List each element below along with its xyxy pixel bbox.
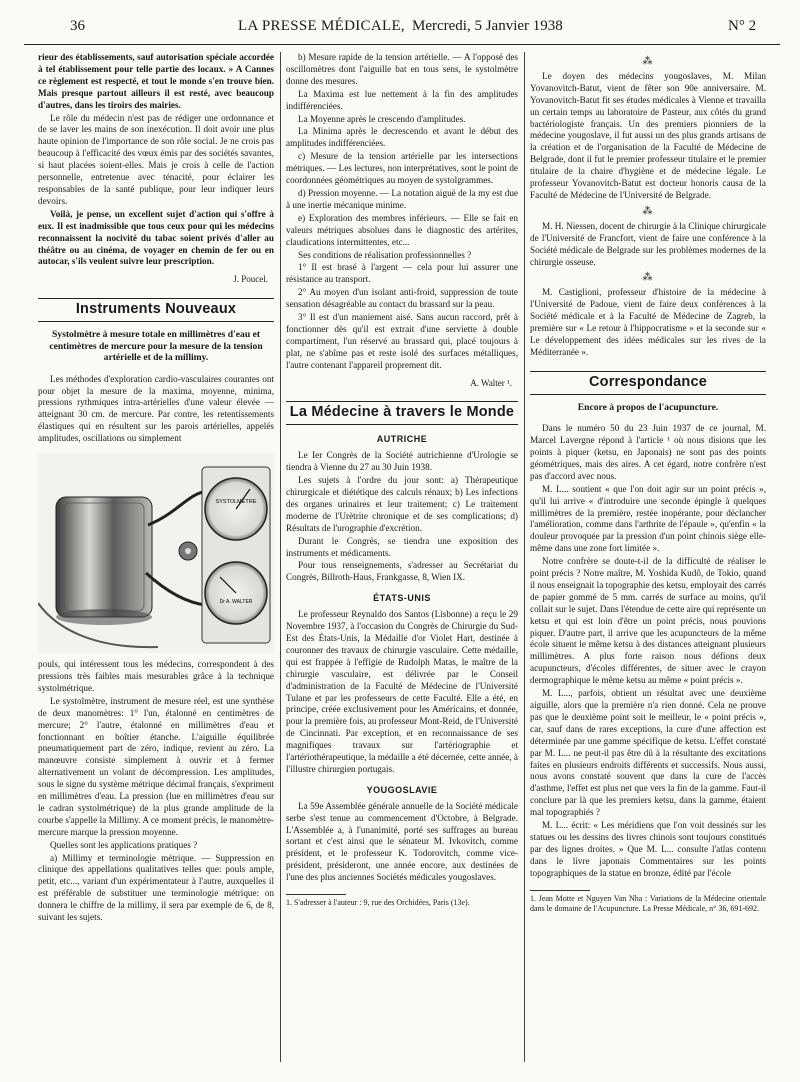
section-title: Correspondance (530, 371, 766, 395)
paragraph: 3° Il est d'un maniement aisé. Sans aucun raccord, prêt à fonctionner dès qu'il est extrait d'une serviette à double compartiment, l'un réservé au brassard qui, placé toujours à plat, ne s'abîme pas et reste isolé des surfaces métalliques, l'autre contenant l'appareil proprement dit. (286, 312, 518, 370)
author-signature: J. Poucel. (233, 274, 268, 285)
author-signature: A. Walter ¹. (470, 377, 512, 388)
article-title: Encore à propos de l'acupuncture. (577, 401, 719, 413)
footnote: 1. S'adresser à l'auteur : 9, rue des Orchidées, Paris (13e). (286, 898, 470, 908)
paragraph: rieur des établissements, sauf autorisation spéciale accordée à tel établissement pour telle partie des locaux. » A Cannes ce règlement est respecté, et tout le monde s'en trouve bien. Mais presque partout ailleurs il est resté, avec beaucoup d'autres, dans les tiroirs des mairies. (38, 52, 274, 110)
paragraph: Le systolmètre, instrument de mesure réel, est une synthèse de deux manomètres: 1° l'un, étalonné en centimètres de mercure; 2° l'autre, étalonné en millimètres d'eau et fonctionnant en boîtier étanche. L'aiguille équilibrée pneumatiquement part de zéro, indique, revient au zéro. La manœuvre consiste simplement à ouvrir et à fermer alternativement un volant de décompression. Les amplitudes, sous le signe du système métrique décimal français, s'expriment en millimètres d'eau. La pression (lue en millimètres d'eau sur le cadran systolmétrique) de la plus grande amplitude de la courbe s'appelle la Millimy. A ce moment précis, le manomètre-mercure marque la pression moyenne. (38, 695, 274, 837)
column-2 (286, 52, 518, 909)
header-rule (24, 44, 780, 45)
section-title: La Médecine à travers le Monde (286, 401, 518, 425)
separator-asterism: ⁂ (642, 272, 654, 284)
footnote-rule (530, 890, 590, 891)
paragraph: 2° Au moyen d'un isolant anti-froid, suppression de toute sensation désagréable au contact du brassard sur la peau. (286, 287, 518, 310)
paragraph: a) Millimy et terminologie métrique. — Suppression en clinique des appellations qualitatives telles que: pouls ample, petit, etc..., variant d'un expérimentateur à l'autre, auxquelles il est préférable de substituer une terminologie métrique: on donnera le chiffre de la millimy, il sera par exemple de 6, de 8, suivant les sujets. (38, 852, 274, 923)
paragraph: Dans le numéro 50 du 23 Juin 1937 de ce journal, M. Marcel Lavergne répond à l'article ¹ où nous disions que les points à piquer (ketsu, en Japonais) ne sont pas des points géométriques, mais des aires. A cet égard, notre confrère n'est pas d'accord avec nous. (530, 423, 766, 481)
journal-title: LA PRESSE MÉDICALE, (238, 18, 405, 34)
paragraph: M. L... écrit: « Les méridiens que l'on voit dessinés sur les statues ou les dessins des livres chinois sont toujours constitués par des lignes droites. » Que M. L... consulte l'atlas contenu dans le livre japonais Commentaires sur les points topographiques de la statue en bronze, édité par l'école (530, 820, 766, 878)
paragraph: Quelles sont les applications pratiques ? (50, 839, 198, 850)
paragraph: Le rôle du médecin n'est pas de rédiger une ordonnance et de se laver les mains de son inexécution. Il doit avoir une plus haute opinion de l'importance de son rôle social. Je ne crois pas beaucoup à l'efficacité des vœux émis par des sociétés savantes, si haut placées soient-elles. Mais je crois à celle de l'action personnelle, entretenue avec ténacité, pour éclairer les responsables de la santé publique, pour leur indiquer leurs devoirs. (38, 112, 274, 206)
paragraph: Notre confrère se doute-t-il de la difficulté de réaliser le point précis ? Notre maître, M. Yoshida Kudô, de Tokio, quand il nous enseignait la topographie des ketsu, employait des carrés de papier gommé de 5 mm. carrés de surface au moins, qu'il collait sur le sujet. Dans l'étendue de cette aire qui représente un ketsu et qui est loin d'être un point précis, nous pouvions piquer. D'autre part, il arrive que les acupuncteurs de la même école situent le même ketsu à des distances atteignant plusieurs millimètres. A plus forte raison nous défions deux acupuncteurs, d'écoles différentes, de situer avec le crayon dermographique le même ketsu au même « point précis ». (530, 556, 766, 686)
paragraph: La Moyenne après le crescendo d'amplitudes. (298, 113, 466, 124)
column-1 (38, 52, 274, 925)
paragraph: M. H. Niessen, docent de chirurgie à la Clinique chirurgicale de l'Université de Francfort, vient de faire une conférence à la Société médicale de Belgrade sur les problèmes modernes de la chirurgie osseuse. (530, 220, 766, 267)
paragraph: Durant le Congrès, se tiendra une exposition des instruments et médicaments. (286, 535, 518, 558)
issue-number: N° 2 (728, 18, 757, 34)
page-number: 36 (70, 18, 85, 34)
dial-1-label: SYSTOLMÈTRE (215, 499, 257, 506)
paragraph: Le Ier Congrès de la Société autrichienne d'Urologie se tiendra à Vienne du 27 au 30 Juin 1938. (286, 450, 518, 473)
column-divider (524, 52, 525, 1062)
paragraph: Le professeur Reynaldo dos Santos (Lisbonne) a reçu le 29 Novembre 1937, à l'occasion du Congrès de Chirurgie du Sud-Est des États-Unis, la Médaille d'or Violet Hart, destinée à couronner des travaux de chirurgie vasculaire. Cette médaille, qui est frappée à l'effigie de Rudolph Matas, le maître de la chirurgie vasculaire, est délivrée par le Conseil d'administration de la Faculté de Médecine de l'Université Tulane et par les professeurs de cette Faculté. Elle a été, en principe, créée exclusivement pour les Américains, et donnée, pour la première fois, au professeur Mont-Reid, de l'Université de Cincinnati. Par exception, et en reconnaissance de ses magnifiques travaux sur l'artériographie et l'artériothérapeutique, la médaille a été décernée, cette année, à l'illustre chirurgien portugais. (286, 609, 518, 774)
paragraph: 1° Il est brasé à l'argent — cela pour lui assurer une résistance au transport. (286, 262, 518, 285)
systolmeter-illustration (38, 453, 274, 653)
paragraph: c) Mesure de la tension artérielle par les intersections métriques. — Les lectures, non interprétatives, sont le point de coordonnées géométriques au moyen de systolgrammes. (286, 151, 518, 186)
paragraph: pouls, qui intéressent tous les médecins, correspondent à des pressions très faibles mais mesurables grâce à la technique systolmétrique. (38, 659, 274, 693)
paragraph: Le doyen des médecins yougoslaves, M. Milan Yovanovitch-Batut, vient de fêter son 90e anniversaire. M. Yovanovitch-Batut fit ses études médicales à Vienne et travailla un certain temps au laboratoire de Pasteur, aux côtés du grand bactériologiste français. Un des premiers pionniers de la médecine yougoslave, il fut aussi un des plus grands artisans de la création et de l'organisation de la Faculté de Médecine de Belgrade, dont il fut le premier professeur titulaire et le premier titulaire de la chaire d'hygiène et de médecine légale. Le professeur Yovanovitch-Batut est docteur honoris causa de la Faculté de Médecine de l'Université de Belgrade. (530, 70, 766, 200)
paragraph: M. L... soutient « que l'on doit agir sur un point précis », qu'il lui arrive « d'introduire une seconde épingle à quelques millimètres de la première, restée inopérante, pour déclancher l'amélioration, comme dans l'arthrite de l'épaule », qu'enfin « la douleur provoquée par la pression d'un point chinois siège elle-même dans une zone fort limitée ». (530, 483, 766, 554)
paragraph: M. Castiglioni, professeur d'histoire de la médecine à l'Université de Padoue, vient de faire deux conférences à la Société médicale et à la Faculté de Médecine de Zagreb, la première sur « Le retour à l'hippocratisme » et la seconde sur « Le développement des idées médicales sur les rives de la Méditerranée ». (530, 287, 766, 357)
country-heading: AUTRICHE (376, 434, 428, 445)
section-title: Instruments Nouveaux (38, 298, 274, 322)
country-heading: ÉTATS-UNIS (373, 593, 431, 604)
page-header (24, 18, 780, 44)
paragraph: Les sujets à l'ordre du jour sont: a) Thérapeutique chirurgicale et diététique des calculs rénaux; b) Les infections des organes urinaires et leur traitement; c) Le traitement moderne de l'Urètrite chronique et de ses complications; d) Résultats de l'urographie d'excrétion. (286, 475, 518, 533)
article-title: Systolmètre à mesure totale en millimètres d'eau et centimètres de mercure pour la mesure de la tension artérielle et de la millimy. (49, 329, 263, 364)
country-heading: YOUGOSLAVIE (366, 784, 438, 795)
paragraph: Voilà, je pense, un excellent sujet d'action qui s'offre à eux. Il est inadmissible que tous ceux pour qui les médecins reconnaissent la nocivité du tabac soient privés d'aller au théâtre ou au cinéma, de voyager en chemin de fer ou en autocar, s'ils veulent suivre leur prescription. (38, 208, 274, 267)
paragraph: Ses conditions de réalisation professionnelles ? (298, 249, 472, 260)
paragraph: La Minima après le decrescendo et avant le début des amplitudes indifférenciées. (286, 126, 518, 149)
separator-asterism: ⁂ (642, 205, 654, 217)
paragraph: d) Pression moyenne. — La notation aiguë de la my est due à une inertie mécanique minime. (286, 187, 518, 210)
paragraph: e) Exploration des membres inférieurs. — Elle se fait en valeurs métriques absolues dans le diagnostic des artérites, claudications intermittentes, etc... (286, 212, 518, 247)
dial-2-label: Dr A. WALTER (219, 599, 253, 606)
separator-asterism: ⁂ (642, 56, 654, 67)
paragraph: Les méthodes d'exploration cardio-vasculaires courantes ont pour objet la mesure de la maxima, moyenne, minima, pressions rythmiques intra-artérielles d'une valeur élevée — atteignant 30 cm. de mercure. Par contre, les retentissements élastiques qui en résultent sur les parois artérielles, appelés amplitudes, oscillations ou simplement (38, 373, 274, 444)
paragraph: La 59e Assemblée générale annuelle de la Société médicale serbe s'est tenue au commencement d'Octobre, à Belgrade. L'Assemblée a, à l'unanimité, porté ses suffrages au bureau sortant et c'est ainsi que le sénateur M. Ivkovitch, comme président, et le professeur K. Todorovitch, comme vice-président, présideront, une année encore, aux destinées de l'une des plus anciennes Sociétés médicales yougoslaves. (286, 800, 518, 883)
column-3 (530, 52, 766, 915)
footnote-rule (286, 894, 346, 895)
paragraph: La Maxima est lue nettement à la fin des amplitudes indifférenciées. (286, 88, 518, 111)
footnote: 1. Jean Motte et Nguyen Van Nha : Variations de la Médecine orientale dans le domaine de l'Acupuncture. La Presse Médicale, n° 36, 691-692. (530, 893, 766, 913)
issue-date: Mercredi, 5 Janvier 1938 (412, 18, 563, 34)
paragraph: Pour tous renseignements, s'adresser au Secrétariat du Congrès, Billroth-Haus, Frankgasse, 8, Wien IX. (286, 560, 518, 583)
paragraph: M. L..., parfois, obtient un résultat avec une deuxième aiguille, alors que la première n'a rien donné. Cela ne prouve pas que le deuxième point soit le meilleur, le « point précis », car, sauf dans de rares exceptions, la cure d'une affection est déterminée par une gamme spécifique de ketsu. L'effet constaté par M. L... ne peut-il pas être dû à la résultante des excitations faites en plusieurs endroits différents et successifs. Nous aussi, nous avons constaté souvent que dans la cure de l'accès d'asthme, l'effet est plus net que vers la fin de la gamme. Faut-il conclure par là que les premiers ketsu, dans la gamme, étaient mal topographiés ? (530, 688, 766, 818)
column-divider (280, 52, 281, 1062)
systolmeter-figure (38, 453, 274, 653)
paragraph: b) Mesure rapide de la tension artérielle. — A l'opposé des oscillomètres dont l'aiguille bat en tous sens, le systolmètre donne des mesures. (286, 52, 518, 86)
